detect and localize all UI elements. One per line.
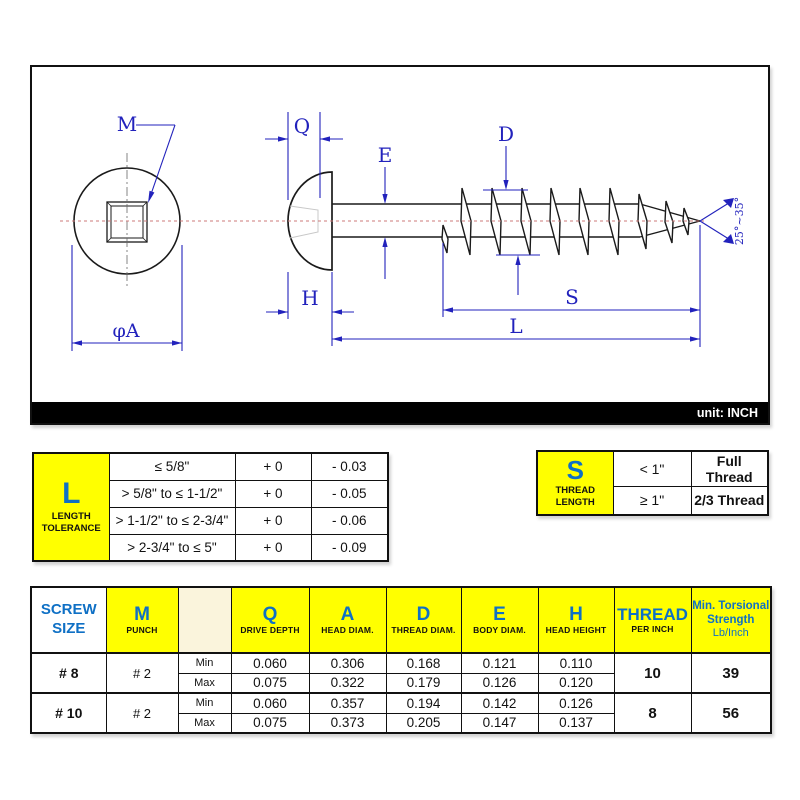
cell-thread-per-inch: 10 — [614, 653, 691, 693]
cell-limit: Min — [178, 653, 231, 673]
cell-torsional-strength: 56 — [691, 693, 771, 733]
condition-cell: < 1" — [613, 451, 691, 487]
cell-h: 0.110 — [538, 653, 614, 673]
plus-cell: + 0 — [235, 480, 311, 507]
cell-a: 0.306 — [309, 653, 386, 673]
plus-cell: + 0 — [235, 507, 311, 534]
label-e: E — [377, 143, 393, 167]
spec-row-8-min — [31, 653, 771, 673]
range-cell: > 1-1/2" to ≤ 2-3/4" — [109, 507, 235, 534]
cell-thread-per-inch: 8 — [614, 693, 691, 733]
spec-header-row — [31, 587, 771, 653]
header-thread-per-inch: THREAD PER INCH — [614, 587, 691, 653]
threads — [442, 188, 689, 255]
dimension-l — [332, 314, 700, 342]
symbol-l-title: LENGTH TOLERANCE — [41, 511, 101, 534]
cell-q: 0.060 — [231, 693, 309, 713]
header-blank — [178, 587, 231, 653]
plus-cell: + 0 — [235, 534, 311, 561]
cell-a: 0.373 — [309, 713, 386, 733]
minus-cell: - 0.06 — [311, 507, 388, 534]
header-a-head-diam: A HEAD DIAM. — [309, 587, 386, 653]
header-d-thread-diam: D THREAD DIAM. — [386, 587, 461, 653]
cell-q: 0.060 — [231, 653, 309, 673]
cell-h: 0.126 — [538, 693, 614, 713]
label-s: S — [565, 285, 579, 309]
range-cell: > 5/8" to ≤ 1-1/2" — [109, 480, 235, 507]
header-e-body-diam: E BODY DIAM. — [461, 587, 538, 653]
cell-torsional-strength: 39 — [691, 653, 771, 693]
label-m: M — [116, 112, 138, 136]
dimension-m — [117, 112, 175, 203]
range-cell: ≤ 5/8" — [109, 453, 235, 480]
symbol-s-title: THREAD LENGTH — [555, 484, 596, 508]
header-screw-size: SCREW SIZE — [31, 587, 106, 653]
label-q: Q — [293, 114, 311, 138]
label-tip-angle: 25°~35° — [733, 196, 746, 246]
result-cell: 2/3 Thread — [691, 487, 768, 515]
table-row — [537, 451, 768, 487]
label-h: H — [301, 286, 319, 310]
minus-cell: - 0.03 — [311, 453, 388, 480]
cell-e: 0.126 — [461, 673, 538, 693]
length-tolerance-table — [32, 452, 389, 562]
label-l: L — [509, 314, 523, 338]
cell-d: 0.168 — [386, 653, 461, 673]
cell-d: 0.179 — [386, 673, 461, 693]
cell-h: 0.120 — [538, 673, 614, 693]
length-tolerance-symbol-cell — [33, 453, 109, 561]
spec-table — [30, 586, 772, 734]
header-q-drive-depth: Q DRIVE DEPTH — [231, 587, 309, 653]
header-torsional-strength: Min. Torsional Strength Lb/Inch — [691, 587, 771, 653]
thread-length-symbol-cell — [537, 451, 613, 515]
dimension-tip-angle — [700, 197, 746, 245]
cell-size: # 8 — [31, 653, 106, 693]
thread-length-table — [536, 450, 769, 516]
cell-a: 0.322 — [309, 673, 386, 693]
symbol-s: S — [566, 454, 584, 485]
cell-h: 0.137 — [538, 713, 614, 733]
dimension-s — [443, 225, 700, 347]
cell-punch: # 2 — [106, 653, 178, 693]
unit-bar — [32, 402, 768, 423]
cell-d: 0.205 — [386, 713, 461, 733]
header-h-head-height: H HEAD HEIGHT — [538, 587, 614, 653]
cell-e: 0.142 — [461, 693, 538, 713]
minus-cell: - 0.09 — [311, 534, 388, 561]
cell-e: 0.147 — [461, 713, 538, 733]
cell-q: 0.075 — [231, 713, 309, 733]
cell-a: 0.357 — [309, 693, 386, 713]
cell-q: 0.075 — [231, 673, 309, 693]
unit-label: unit: INCH — [696, 405, 758, 420]
screw-diagram — [32, 67, 768, 402]
result-cell: Full Thread — [691, 451, 768, 487]
label-d: D — [497, 122, 515, 146]
dimension-h — [266, 272, 354, 346]
header-m-punch: M PUNCH — [106, 587, 178, 653]
spec-row-10-min — [31, 693, 771, 713]
cell-limit: Min — [178, 693, 231, 713]
cell-d: 0.194 — [386, 693, 461, 713]
table-row — [33, 453, 388, 480]
cell-size: # 10 — [31, 693, 106, 733]
symbol-l: L — [62, 477, 81, 511]
cell-e: 0.121 — [461, 653, 538, 673]
minus-cell: - 0.05 — [311, 480, 388, 507]
range-cell: > 2-3/4" to ≤ 5" — [109, 534, 235, 561]
technical-drawing-frame — [30, 65, 770, 425]
label-phi-a: φA — [112, 320, 140, 342]
cell-limit: Max — [178, 713, 231, 733]
condition-cell: ≥ 1" — [613, 487, 691, 515]
cell-limit: Max — [178, 673, 231, 693]
plus-cell: + 0 — [235, 453, 311, 480]
cell-punch: # 2 — [106, 693, 178, 733]
dimension-e — [378, 143, 393, 279]
